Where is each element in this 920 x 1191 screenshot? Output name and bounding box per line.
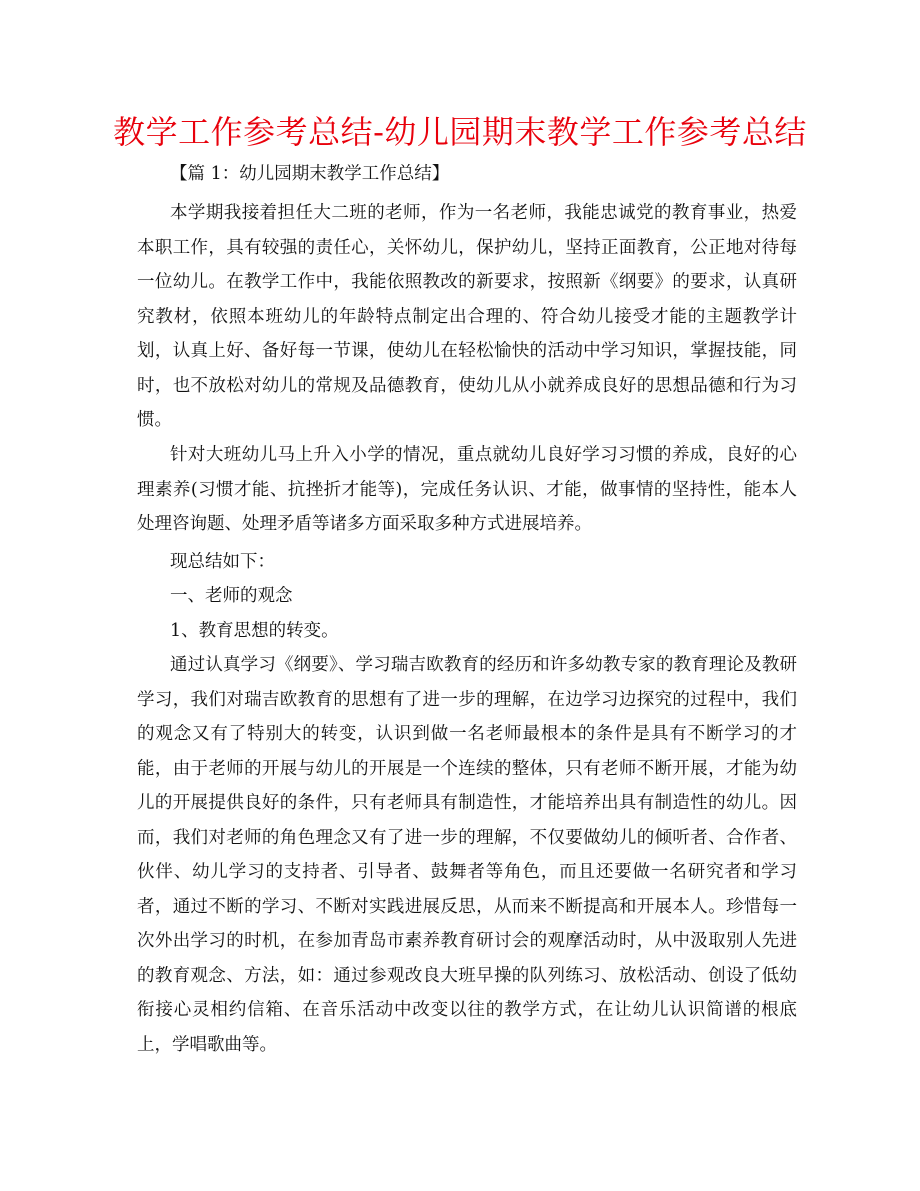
section-heading: 【篇 1：幼儿园期末教学工作总结】 — [170, 164, 450, 184]
heading-education-thought: 1、教育思想的转变。 — [170, 621, 339, 641]
document-title: 教学工作参考总结-幼儿园期末教学工作参考总结 — [113, 113, 807, 151]
heading-teacher-concept: 一、老师的观念 — [170, 586, 293, 606]
paragraph-focus: 针对大班幼儿马上升入小学的情况，重点就幼儿良好学习习惯的养成，良好的心理素养(习惯才能、抗挫折才能等)，完成任务认识、才能，做事情的坚持性，能本人处理咨询题、处理矛盾等诸多方面采取多种方式进展培养。 — [137, 445, 797, 534]
paragraph-education-thought: 通过认真学习《纲要》、学习瑞吉欧教育的经历和许多幼教专家的教育理论及教研学习，我们对瑞吉欧教育的思想有了进一步的理解，在边学习边探究的过程中，我们的观念又有了特别大的转变，认识到做一名老师最根本的条件是具有不断学习的才能，由于老师的开展与幼儿的开展是一个连续的整体，只有老师不断开展，才能为幼儿的开展提供良好的条件，只有老师具有制造性，才能培养出具有制造性的幼儿。因而，我们对老师的角色理念又有了进一步的理解，不仅要做幼儿的倾听者、合作者、伙伴、幼儿学习的支持者、引导者、鼓舞者等角色，而且还要做一名研究者和学习者，通过不断的学习、不断对实践进展反思，从而来不断提高和开展本人。珍惜每一次外出学习的时机，在参加青岛市素养教育研讨会的观摩活动时，从中汲取别人先进的教育观念、方法，如：通过参观改良大班早操的队列练习、放松活动、创设了低幼衔接心灵相约信箱、在音乐活动中改变以往的教学方式，在让幼儿认识简谱的根底上，学唱歌曲等。 — [137, 655, 797, 1055]
paragraph-intro: 本学期我接着担任大二班的老师，作为一名老师，我能忠诚党的教育事业，热爱本职工作，具有较强的责任心，关怀幼儿，保护幼儿，坚持正面教育，公正地对待每一位幼儿。在教学工作中，我能依照教改的新要求，按照新《纲要》的要求，认真研究教材，依照本班幼儿的年龄特点制定出合理的、符合幼儿接受才能的主题教学计划，认真上好、备好每一节课，使幼儿在轻松愉快的活动中学习知识，掌握技能，同时，也不放松对幼儿的常规及品德教育，使幼儿从小就养成良好的思想品德和行为习惯。 — [137, 203, 797, 430]
paragraph-summary-lead: 现总结如下： — [170, 552, 275, 572]
